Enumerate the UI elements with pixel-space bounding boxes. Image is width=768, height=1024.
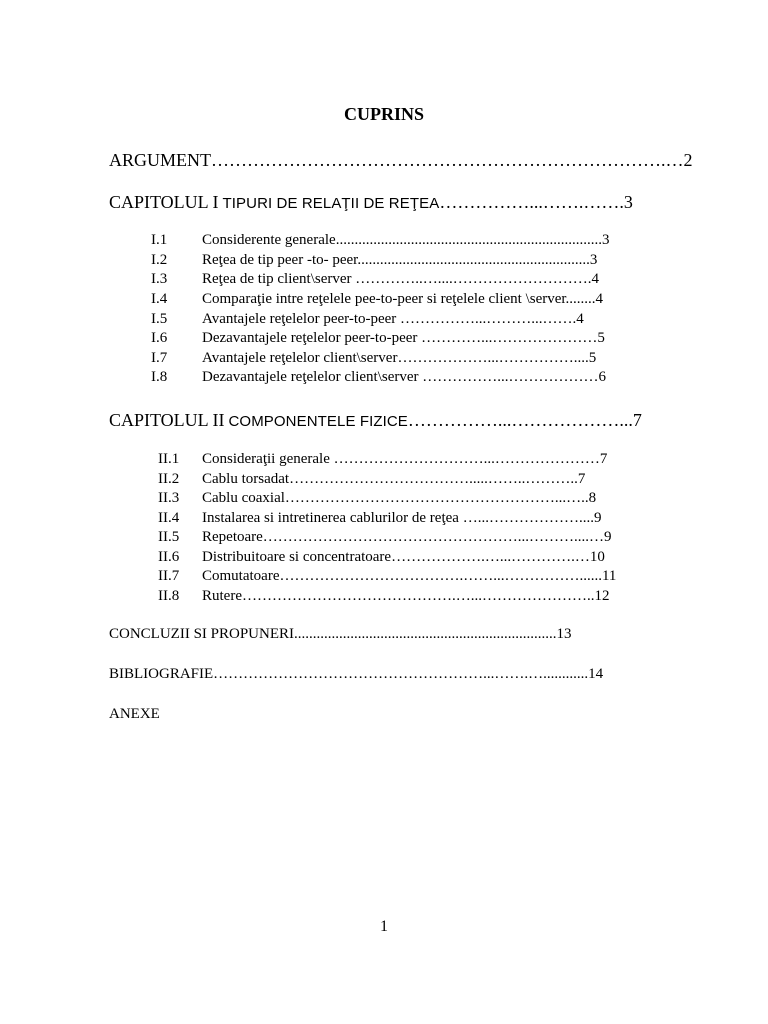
toc-item xyxy=(158,490,596,507)
toc-item xyxy=(151,252,597,269)
item-number: I.2 xyxy=(151,252,168,268)
item-text: Avantajele reţelelor client\server………………...……………....5 xyxy=(202,350,597,366)
item-text: Cablu torsadat……………………………….....……..………..7 xyxy=(202,471,586,487)
toc-item xyxy=(158,529,612,546)
chapter-2-leader: ……………...………………...7 xyxy=(407,410,642,430)
item-number: II.8 xyxy=(158,588,180,604)
item-text: Consideraţii generale …………………………...…………………7 xyxy=(202,451,608,467)
item-number: II.2 xyxy=(158,471,180,487)
item-number: II.1 xyxy=(158,451,180,467)
toc-item xyxy=(151,291,603,308)
item-number: II.7 xyxy=(158,568,180,584)
item-number: I.1 xyxy=(151,232,168,248)
toc-item xyxy=(151,232,609,249)
toc-item xyxy=(151,369,606,386)
page-title: CUPRINS xyxy=(343,104,424,124)
item-number: I.4 xyxy=(151,291,168,307)
item-number: I.7 xyxy=(151,350,168,366)
item-text: Repetoare……………………………………………...………....…9 xyxy=(202,529,612,545)
toc-item xyxy=(151,311,584,328)
item-text: Dezavantajele reţelelor peer-to-peer …………...…………………5 xyxy=(202,330,605,346)
item-number: II.5 xyxy=(158,529,180,545)
item-text: Comparaţie intre reţelele pee-to-peer si reţelele client \server........4 xyxy=(202,291,604,307)
toc-item xyxy=(151,271,599,288)
toc-item xyxy=(158,549,605,566)
toc-item xyxy=(151,330,605,347)
toc-chapter-2 xyxy=(109,410,694,431)
chapter-1-leader: ……………...…….…….3 xyxy=(439,192,633,212)
item-text: Rutere…………………………………….…...…………………..12 xyxy=(202,588,610,604)
toc-anexe: ANEXE xyxy=(109,706,160,722)
toc-concluzii: CONCLUZII SI PROPUNERI......................................................................13 xyxy=(109,626,572,642)
item-text: Instalarea si intretinerea cablurilor de reţea …...………………....9 xyxy=(202,510,602,526)
chapter-2-prefix: CAPITOLUL II xyxy=(109,410,225,430)
item-number: II.4 xyxy=(158,510,180,526)
toc-item xyxy=(158,568,616,585)
item-text: Cablu coaxial………………………………………………...…..8 xyxy=(202,490,597,506)
item-text: Considerente generale.......................................................................3 xyxy=(202,232,610,248)
item-text: Comutatoare……………………………….……...……………......11 xyxy=(202,568,617,584)
page-number: 1 xyxy=(380,918,388,935)
toc-item xyxy=(158,471,585,488)
toc-argument: ARGUMENT………………………………………………………………….…2 xyxy=(109,150,693,170)
toc-item xyxy=(151,350,596,367)
item-number: I.5 xyxy=(151,311,168,327)
toc-item xyxy=(158,588,609,605)
chapter-1-name: TIPURI DE RELAŢII DE REŢEA xyxy=(222,195,440,212)
toc-bibliografie: BIBLIOGRAFIE………………………………………………...…….…............14 xyxy=(109,666,604,682)
item-number: I.6 xyxy=(151,330,168,346)
item-text: Avantajele reţelelor peer-to-peer ……………...………...…….4 xyxy=(202,311,584,327)
item-number: I.3 xyxy=(151,271,168,287)
item-text: Reţea de tip client\server …………..…....……………………….4 xyxy=(202,271,600,287)
item-text: Reţea de tip peer -to- peer..............................................................3 xyxy=(202,252,598,268)
item-number: I.8 xyxy=(151,369,168,385)
item-number: II.6 xyxy=(158,549,180,565)
toc-item xyxy=(158,510,601,527)
chapter-1-prefix: CAPITOLUL I xyxy=(109,192,219,212)
item-text: Dezavantajele reţelelor client\server ……………...………………6 xyxy=(202,369,607,385)
toc-chapter-1 xyxy=(109,192,694,213)
item-number: II.3 xyxy=(158,490,180,506)
item-text: Distribuitoare si concentratoare……………….…...………….…10 xyxy=(202,549,605,565)
chapter-2-name: COMPONENTELE FIZICE xyxy=(228,413,408,430)
toc-item xyxy=(158,451,607,468)
